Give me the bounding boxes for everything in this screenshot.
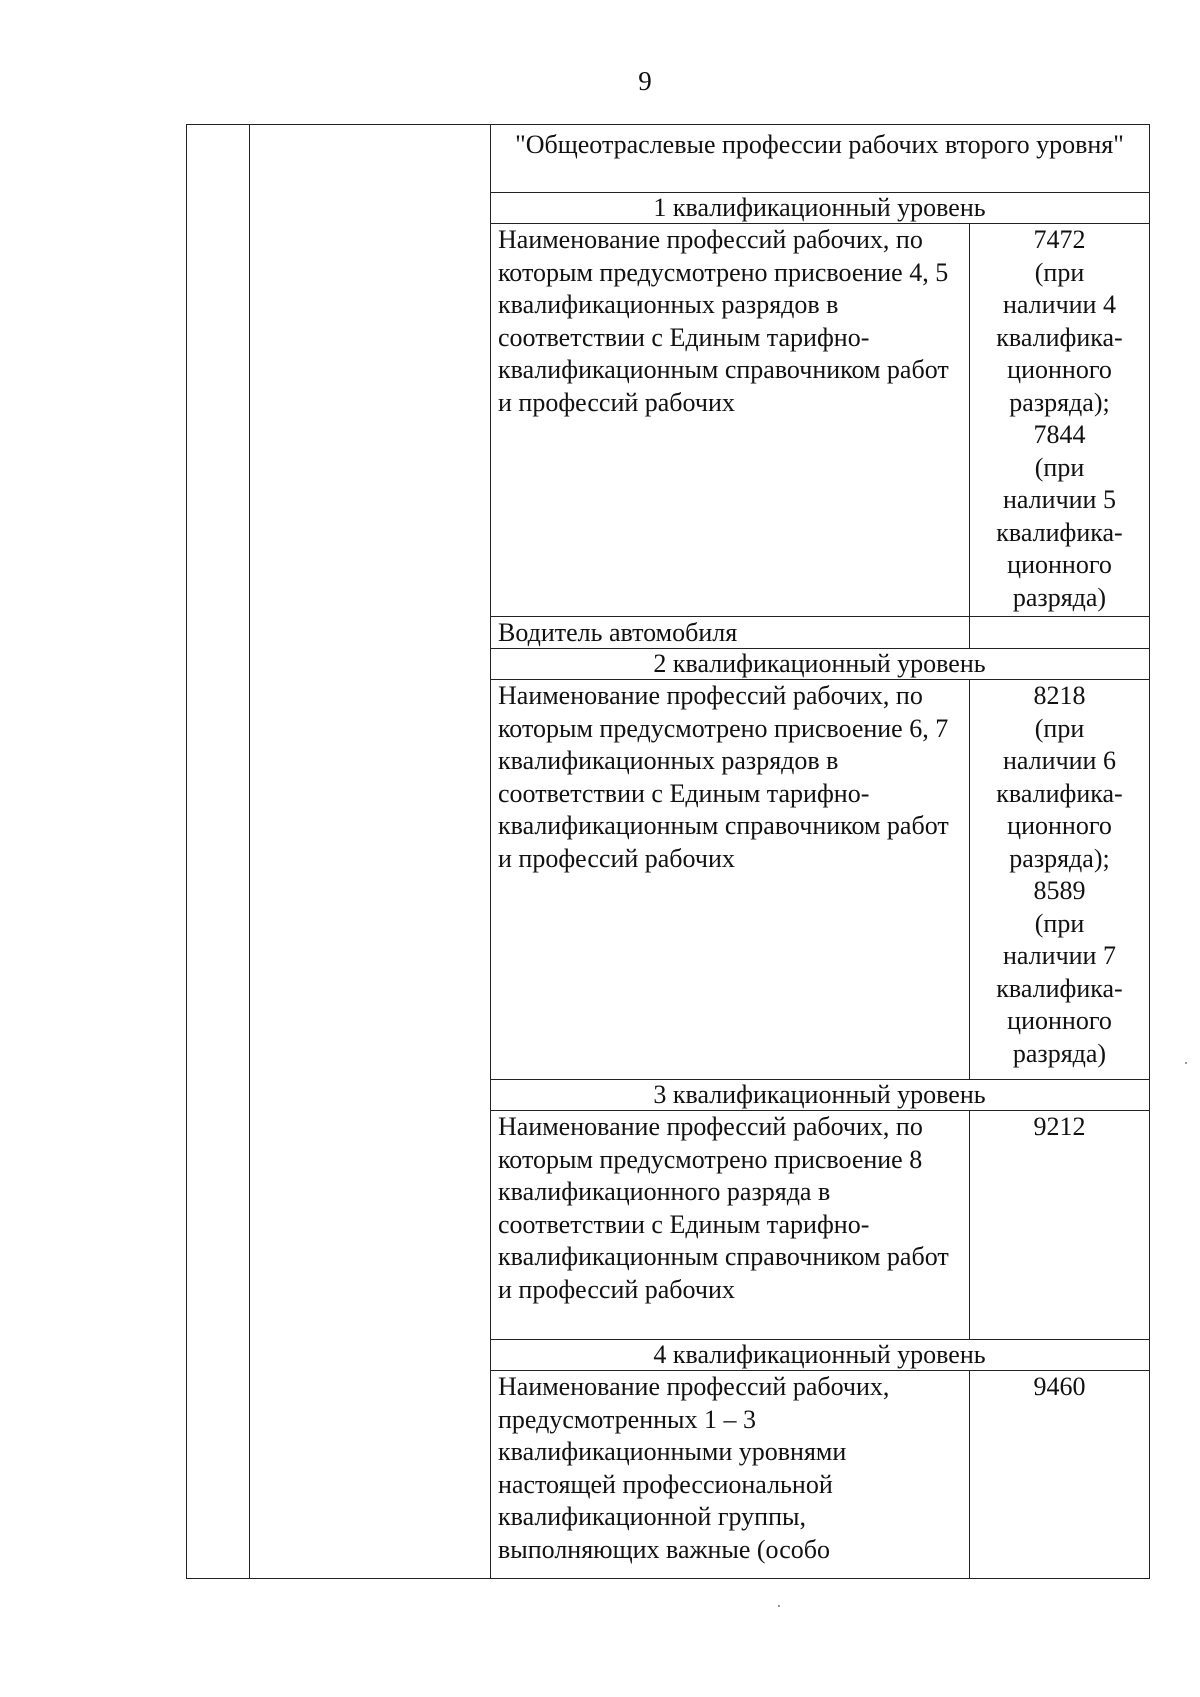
driver-label: Водитель автомобиля (490, 617, 970, 648)
level-1-row (490, 223, 1149, 616)
column-divider-1 (249, 125, 250, 1578)
level-4-description: Наименование профессий рабочих, предусмотренных 1 – 3 квалификационными уровнями настоящей профессиональной квалификационной группы, выполняющих важные (особо (490, 1371, 970, 1578)
level-4-row (490, 1370, 1149, 1578)
level-4-heading: 4 квалификационный уровень (490, 1339, 1149, 1370)
driver-row (490, 616, 1149, 648)
page-number: 9 (638, 66, 652, 96)
level-1-heading: 1 квалификационный уровень (490, 192, 1149, 223)
level-4-codes: 9460 (1033, 1372, 1086, 1401)
scan-speck (778, 1605, 780, 1607)
level-1-description: Наименование профессий рабочих, по которым предусмотрено присвоение 4, 5 квалификационных разрядов в соответствии с Единым тарифно-квалификационным справочником работ и профессий рабочих (490, 224, 970, 616)
level-2-row (490, 679, 1149, 1079)
level-3-description: Наименование профессий рабочих, по которым предусмотрено присвоение 8 квалификационного разряда в соответствии с Единым тарифно-квалификационным справочником работ и профессий рабочих (490, 1111, 970, 1339)
level-2-heading: 2 квалификационный уровень (490, 648, 1149, 679)
level-3-row (490, 1110, 1149, 1339)
group-title: "Общеотраслевые профессии рабочих второго уровня" (515, 130, 1124, 159)
level-3-codes: 9212 (1033, 1112, 1086, 1141)
level-2-description: Наименование профессий рабочих, по которым предусмотрено присвоение 6, 7 квалификационных разрядов в соответствии с Единым тарифно-квалификационным справочником работ и профессий рабочих (490, 680, 970, 1079)
salary-table (186, 124, 1150, 1579)
level-1-codes: 7472 (при наличии 4 квалифика- ционного разряда); 7844 (при наличии 5 квалифика- ционного разряда) (996, 225, 1123, 612)
level-3-heading: 3 квалификационный уровень (490, 1079, 1149, 1110)
level-2-codes: 8218 (при наличии 6 квалифика- ционного разряда); 8589 (при наличии 7 квалифика- ционного разряда) (996, 681, 1123, 1068)
scan-speck (1185, 1062, 1187, 1064)
table-content (490, 125, 1149, 1578)
